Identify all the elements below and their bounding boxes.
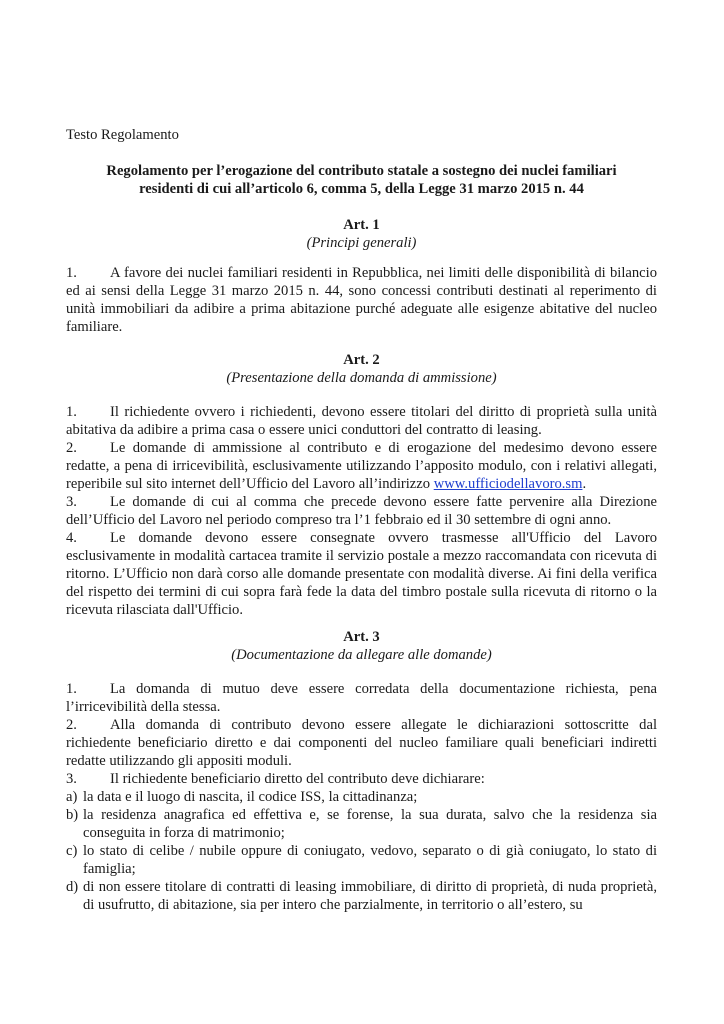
document-title [66,162,657,198]
list-item-label: c) [66,843,78,859]
list-item [66,878,657,914]
list-item-text: la data e il luogo di nascita, il codice ISS, la cittadinanza; [83,789,418,805]
document-label: Testo Regolamento [66,127,179,143]
list-item-text: la residenza anagrafica ed effettiva e, se forense, la sua durata, salvo che la residenza sia conseguita in forza di matrimonio; [83,807,657,841]
paragraph-text: A favore dei nuclei familiari residenti in Repubblica, nei limiti delle disponibilità di bilancio ed ai sensi della Legge 31 marzo 2015 n. 44, sono concessi contributi destinati al reperimento di unità immobiliari da adibire a prima abitazione purché adeguate alle esigenze abitative del nucleo familiare. [66,265,657,335]
paragraph-number: 1. [66,681,77,697]
ufficio-lavoro-link[interactable]: www.ufficiodellavoro.sm [433,476,583,492]
art3-heading: Art. 3 [343,629,380,645]
art3-paragraph-1 [66,680,657,716]
list-item-text: di non essere titolare di contratti di leasing immobiliare, di diritto di proprietà, di nuda proprietà, di usufrutto, di abitazione, sia per intero che parzialmente, in territorio o all’estero, su [83,879,657,913]
list-item-text: lo stato di celibe / nubile oppure di coniugato, vedovo, separato o di già coniugato, lo stato di famiglia; [83,843,657,877]
art1-heading-block [66,216,657,252]
art3-paragraph-2 [66,716,657,770]
title-line-2: residenti di cui all’articolo 6, comma 5, della Legge 31 marzo 2015 n. 44 [139,181,584,197]
art2-paragraph-1 [66,403,657,439]
paragraph-number: 3. [66,494,77,510]
art2-paragraph-2 [66,439,657,493]
paragraph-text: Il richiedente beneficiario diretto del contributo deve dichiarare: [110,771,485,787]
art2-heading: Art. 2 [343,352,380,368]
art1-paragraph-1 [66,264,657,336]
paragraph-number: 2. [66,440,77,456]
paragraph-text-end: . [582,476,587,492]
art2-paragraph-4 [66,529,657,619]
art1-heading: Art. 1 [343,217,380,233]
paragraph-number: 2. [66,717,77,733]
list-item-label: b) [66,807,79,823]
art1-subheading: (Principi generali) [306,235,417,251]
art3-subheading: (Documentazione da allegare alle domande) [231,647,492,663]
art2-heading-block [66,351,657,387]
paragraph-number: 1. [66,404,77,420]
list-item [66,842,657,878]
paragraph-number: 4. [66,530,77,546]
art3-heading-block [66,628,657,664]
art2-paragraph-3 [66,493,657,529]
paragraph-text: Alla domanda di contributo devono essere allegate le dichiarazioni sottoscritte dal richiedente beneficiario diretto e dai componenti del nucleo familiare quali beneficiari indiretti redatte utilizzando gli appositi moduli. [66,717,657,769]
list-item [66,806,657,842]
list-item-label: a) [66,789,78,805]
paragraph-text: La domanda di mutuo deve essere corredata della documentazione richiesta, pena l’irricevibilità della stessa. [66,681,657,715]
paragraph-number: 1. [66,265,77,281]
art2-paragraphs [66,403,657,619]
paragraph-text: Le domande devono essere consegnate ovvero trasmesse all'Ufficio del Lavoro esclusivamente in modalità cartacea tramite il servizio postale a mezzo raccomandata con ricevuta di ritorno. L’Ufficio non darà corso alle domande presentate con modalità diverse. Ai fini della verifica del rispetto dei termini di cui sopra farà fede la data del timbro postale sulla ricevuta di ritorno o la ricevuta rilasciata dall'Ufficio. [66,530,657,618]
title-line-1: Regolamento per l’erogazione del contributo statale a sostegno dei nuclei familiari [106,163,617,179]
list-item-label: d) [66,879,79,895]
art3-paragraphs [66,680,657,788]
paragraph-number: 3. [66,771,77,787]
paragraph-text: Le domande di cui al comma che precede devono essere fatte pervenire alla Direzione dell’Ufficio del Lavoro nel periodo compreso tra l’1 febbraio ed il 30 settembre di ogni anno. [66,494,657,528]
paragraph-text: Il richiedente ovvero i richiedenti, devono essere titolari del diritto di proprietà sulla unità abitativa da adibire a prima casa o essere unici conduttori del contratto di leasing. [66,404,657,438]
list-item [66,788,657,806]
paragraph-text: Le domande di ammissione al contributo e di erogazione del medesimo devono essere redatte, a pena di irricevibilità, esclusivamente utilizzando l’apposito modulo, con i relativi allegati, reperibile sul sito internet dell’Ufficio del Lavoro all’indirizzo [66,440,657,492]
art3-paragraph-3 [66,770,657,788]
art2-subheading: (Presentazione della domanda di ammissione) [226,370,497,386]
